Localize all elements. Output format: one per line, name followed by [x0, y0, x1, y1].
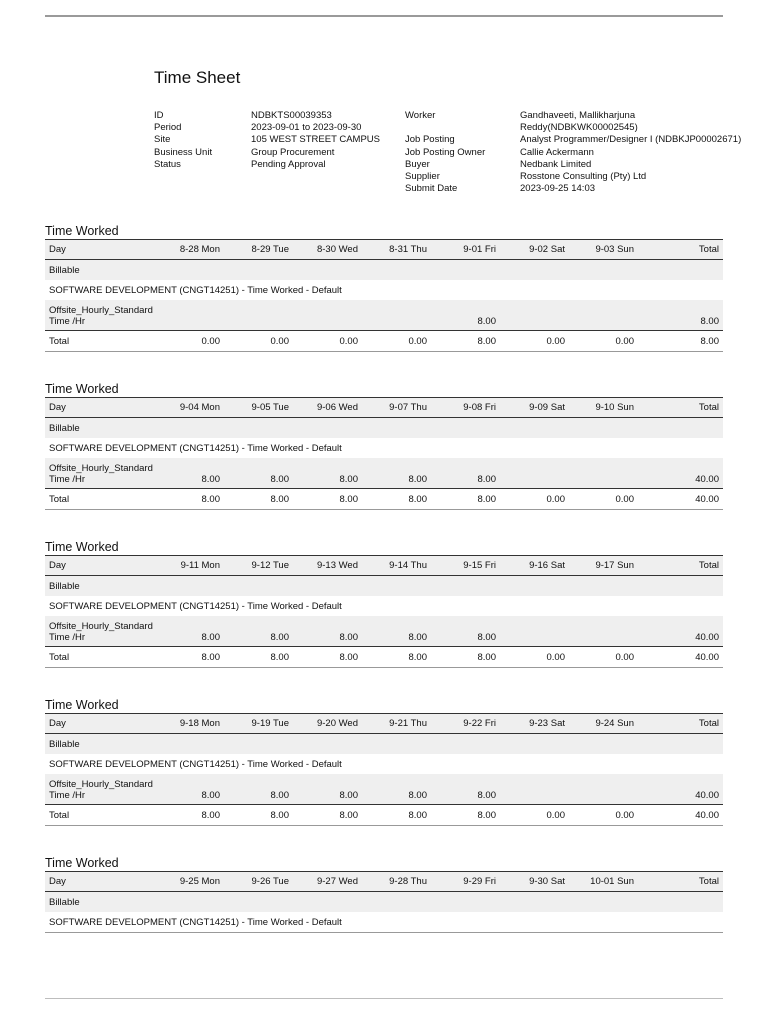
- day-header: Day: [45, 240, 155, 260]
- billable-row: [45, 734, 723, 755]
- hours-cell: [500, 774, 569, 805]
- rate-line-row: [45, 300, 723, 331]
- info-value-worker: Gandhaveeti, Mallikharjuna: [520, 110, 636, 121]
- total-cell: 0.00: [224, 331, 293, 352]
- total-cell: 8.00: [362, 489, 431, 510]
- day-column-header: 9-25 Mon: [155, 872, 224, 892]
- info-label-period: Period: [154, 122, 182, 134]
- billable-label: Billable: [45, 892, 723, 913]
- totals-row: [45, 331, 723, 352]
- info-label-worker: Worker: [405, 110, 436, 121]
- day-column-header: 9-29 Fri: [431, 872, 500, 892]
- total-cell: 0.00: [569, 805, 638, 826]
- day-column-header: 9-22 Fri: [431, 714, 500, 734]
- hours-cell: 8.00: [224, 458, 293, 489]
- info-value-site: 105 WEST STREET CAMPUS: [251, 134, 380, 146]
- hours-cell: [500, 458, 569, 489]
- day-column-header: 9-07 Thu: [362, 398, 431, 418]
- total-cell: 8.00: [224, 489, 293, 510]
- day-column-header: 9-10 Sun: [569, 398, 638, 418]
- totals-label: Total: [45, 805, 155, 826]
- day-column-header: 9-08 Fri: [431, 398, 500, 418]
- rate-name: Offsite_Hourly_Standard: [49, 621, 153, 632]
- day-column-header: 8-29 Tue: [224, 240, 293, 260]
- totals-row: [45, 805, 723, 826]
- billable-label: Billable: [45, 734, 723, 755]
- info-value-id: NDBKTS00039353: [251, 110, 332, 121]
- day-column-header: 9-16 Sat: [500, 556, 569, 576]
- info-value-job-posting: Analyst Programmer/Designer I (NDBKJP00002671): [520, 134, 742, 146]
- day-column-header: 9-19 Tue: [224, 714, 293, 734]
- day-column-header: 9-03 Sun: [569, 240, 638, 260]
- total-cell: 0.00: [569, 489, 638, 510]
- total-cell: 0.00: [500, 647, 569, 668]
- time-worked-section-week-3: [45, 540, 723, 668]
- info-label-job-posting: Job Posting: [405, 134, 455, 146]
- total-cell: 8.00: [293, 647, 362, 668]
- hours-cell: [500, 300, 569, 331]
- rate-name: Offsite_Hourly_Standard: [49, 305, 153, 316]
- total-cell: 8.00: [155, 805, 224, 826]
- day-column-header: 9-09 Sat: [500, 398, 569, 418]
- day-column-header: 9-20 Wed: [293, 714, 362, 734]
- info-label-submit-date: Submit Date: [405, 183, 458, 195]
- day-header: Day: [45, 714, 155, 734]
- info-value-worker-cont: Reddy(NDBKWK00002545): [520, 122, 638, 134]
- info-value-buyer: Nedbank Limited: [520, 158, 592, 170]
- day-column-header: 9-11 Mon: [155, 556, 224, 576]
- time-table: [45, 397, 723, 510]
- total-cell: 8.00: [431, 489, 500, 510]
- time-table: [45, 871, 723, 933]
- total-cell: 8.00: [362, 805, 431, 826]
- rate-unit: Time /Hr: [49, 790, 86, 801]
- day-column-header: 9-27 Wed: [293, 872, 362, 892]
- info-label-job-posting-owner: Job Posting Owner: [405, 146, 486, 158]
- total-cell: 8.00: [155, 647, 224, 668]
- grand-total-cell: 40.00: [638, 805, 723, 826]
- total-cell: 8.00: [224, 805, 293, 826]
- line-total-cell: 40.00: [638, 458, 723, 489]
- project-label: SOFTWARE DEVELOPMENT (CNGT14251) - Time Worked - Default: [45, 596, 723, 616]
- info-value-status: Pending Approval: [251, 158, 326, 170]
- day-column-header: 9-02 Sat: [500, 240, 569, 260]
- day-column-header: 9-13 Wed: [293, 556, 362, 576]
- day-header: Day: [45, 398, 155, 418]
- billable-row: [45, 892, 723, 913]
- project-row: [45, 280, 723, 300]
- day-column-header: 8-30 Wed: [293, 240, 362, 260]
- hours-cell: 8.00: [155, 458, 224, 489]
- info-label-business-unit: Business Unit: [154, 146, 213, 158]
- billable-row: [45, 418, 723, 439]
- time-table: [45, 239, 723, 352]
- project-label: SOFTWARE DEVELOPMENT (CNGT14251) - Time Worked - Default: [45, 280, 723, 300]
- time-worked-section-week-5: [45, 856, 723, 933]
- total-cell: 0.00: [500, 331, 569, 352]
- day-column-header: 9-14 Thu: [362, 556, 431, 576]
- info-value-business-unit: Group Procurement: [251, 146, 335, 158]
- grand-total-cell: 40.00: [638, 489, 723, 510]
- hours-cell: [569, 616, 638, 647]
- hours-cell: [293, 300, 362, 331]
- hours-cell: 8.00: [155, 774, 224, 805]
- hours-cell: [224, 300, 293, 331]
- rate-line-row: [45, 616, 723, 647]
- total-cell: 8.00: [431, 647, 500, 668]
- project-label: SOFTWARE DEVELOPMENT (CNGT14251) - Time Worked - Default: [45, 438, 723, 458]
- total-cell: 0.00: [569, 331, 638, 352]
- day-column-header: 9-04 Mon: [155, 398, 224, 418]
- info-label-buyer: Buyer: [405, 158, 430, 170]
- hours-cell: 8.00: [431, 458, 500, 489]
- rate-line-row: [45, 774, 723, 805]
- rate-name: Offsite_Hourly_Standard: [49, 779, 153, 790]
- hours-cell: 8.00: [293, 774, 362, 805]
- header-row: [45, 872, 723, 892]
- rate-line-label: [45, 300, 155, 331]
- project-row: [45, 438, 723, 458]
- project-label: SOFTWARE DEVELOPMENT (CNGT14251) - Time Worked - Default: [45, 912, 723, 933]
- info-left-labels: [154, 110, 212, 171]
- day-column-header: 9-18 Mon: [155, 714, 224, 734]
- info-label-id: ID: [154, 110, 164, 121]
- rate-line-label: [45, 458, 155, 489]
- rate-unit: Time /Hr: [49, 474, 86, 485]
- rate-line-row: [45, 458, 723, 489]
- day-column-header: 9-28 Thu: [362, 872, 431, 892]
- hours-cell: [362, 300, 431, 331]
- total-cell: 0.00: [293, 331, 362, 352]
- billable-row: [45, 576, 723, 597]
- totals-label: Total: [45, 331, 155, 352]
- rate-unit: Time /Hr: [49, 316, 86, 327]
- day-column-header: 8-31 Thu: [362, 240, 431, 260]
- day-column-header: 8-28 Mon: [155, 240, 224, 260]
- time-worked-section-week-4: [45, 698, 723, 826]
- section-title: Time Worked: [45, 540, 119, 554]
- info-label-blank: [405, 122, 485, 134]
- project-row: [45, 912, 723, 933]
- total-header: Total: [638, 872, 723, 892]
- day-column-header: 9-17 Sun: [569, 556, 638, 576]
- hours-cell: 8.00: [293, 458, 362, 489]
- bottom-rule: [45, 998, 723, 999]
- totals-label: Total: [45, 647, 155, 668]
- day-header: Day: [45, 556, 155, 576]
- total-cell: 8.00: [293, 805, 362, 826]
- total-cell: 8.00: [224, 647, 293, 668]
- section-title: Time Worked: [45, 382, 119, 396]
- info-right-values: [520, 110, 741, 195]
- total-header: Total: [638, 556, 723, 576]
- hours-cell: 8.00: [155, 616, 224, 647]
- hours-cell: 8.00: [431, 300, 500, 331]
- hours-cell: 8.00: [431, 616, 500, 647]
- grand-total-cell: 40.00: [638, 647, 723, 668]
- day-column-header: 9-15 Fri: [431, 556, 500, 576]
- info-right-labels: [405, 110, 485, 195]
- header-row: [45, 240, 723, 260]
- total-cell: 8.00: [362, 647, 431, 668]
- header-row: [45, 556, 723, 576]
- hours-cell: 8.00: [224, 774, 293, 805]
- billable-label: Billable: [45, 418, 723, 439]
- time-table: [45, 555, 723, 668]
- project-label: SOFTWARE DEVELOPMENT (CNGT14251) - Time Worked - Default: [45, 754, 723, 774]
- hours-cell: [569, 300, 638, 331]
- info-value-job-posting-owner: Callie Ackermann: [520, 146, 594, 158]
- project-row: [45, 596, 723, 616]
- day-column-header: 9-24 Sun: [569, 714, 638, 734]
- day-column-header: 9-01 Fri: [431, 240, 500, 260]
- section-title: Time Worked: [45, 224, 119, 238]
- time-worked-section-week-2: [45, 382, 723, 510]
- billable-label: Billable: [45, 260, 723, 281]
- total-cell: 8.00: [293, 489, 362, 510]
- day-column-header: 9-12 Tue: [224, 556, 293, 576]
- total-cell: 8.00: [431, 805, 500, 826]
- hours-cell: [500, 616, 569, 647]
- hours-cell: 8.00: [431, 774, 500, 805]
- info-value-submit-date: 2023-09-25 14:03: [520, 183, 596, 195]
- total-cell: 8.00: [155, 489, 224, 510]
- line-total-cell: 40.00: [638, 774, 723, 805]
- header-row: [45, 714, 723, 734]
- line-total-cell: 8.00: [638, 300, 723, 331]
- total-cell: 0.00: [362, 331, 431, 352]
- day-column-header: 10-01 Sun: [569, 872, 638, 892]
- grand-total-cell: 8.00: [638, 331, 723, 352]
- info-value-supplier: Rosstone Consulting (Pty) Ltd: [520, 171, 647, 183]
- day-column-header: 9-21 Thu: [362, 714, 431, 734]
- day-column-header: 9-30 Sat: [500, 872, 569, 892]
- totals-row: [45, 489, 723, 510]
- hours-cell: 8.00: [362, 774, 431, 805]
- page-title: Time Sheet: [154, 68, 241, 87]
- hours-cell: 8.00: [362, 458, 431, 489]
- hours-cell: [569, 774, 638, 805]
- day-column-header: 9-23 Sat: [500, 714, 569, 734]
- project-row: [45, 754, 723, 774]
- day-column-header: 9-05 Tue: [224, 398, 293, 418]
- top-rule: [45, 15, 723, 17]
- rate-line-label: [45, 774, 155, 805]
- billable-label: Billable: [45, 576, 723, 597]
- rate-line-label: [45, 616, 155, 647]
- total-cell: 8.00: [431, 331, 500, 352]
- total-cell: 0.00: [500, 489, 569, 510]
- section-title: Time Worked: [45, 698, 119, 712]
- rate-unit: Time /Hr: [49, 632, 86, 643]
- total-cell: 0.00: [155, 331, 224, 352]
- billable-row: [45, 260, 723, 281]
- line-total-cell: 40.00: [638, 616, 723, 647]
- section-title: Time Worked: [45, 856, 119, 870]
- info-left-values: [251, 110, 380, 171]
- hours-cell: 8.00: [293, 616, 362, 647]
- hours-cell: [569, 458, 638, 489]
- hours-cell: 8.00: [224, 616, 293, 647]
- info-label-supplier: Supplier: [405, 171, 440, 183]
- hours-cell: 8.00: [362, 616, 431, 647]
- info-label-site: Site: [154, 134, 171, 146]
- rate-name: Offsite_Hourly_Standard: [49, 463, 153, 474]
- info-label-status: Status: [154, 158, 181, 170]
- time-table: [45, 713, 723, 826]
- day-header: Day: [45, 872, 155, 892]
- total-cell: 0.00: [500, 805, 569, 826]
- totals-label: Total: [45, 489, 155, 510]
- header-row: [45, 398, 723, 418]
- total-header: Total: [638, 398, 723, 418]
- info-value-period: 2023-09-01 to 2023-09-30: [251, 122, 362, 134]
- total-cell: 0.00: [569, 647, 638, 668]
- time-worked-section-week-1: [45, 224, 723, 352]
- totals-row: [45, 647, 723, 668]
- day-column-header: 9-26 Tue: [224, 872, 293, 892]
- total-header: Total: [638, 714, 723, 734]
- day-column-header: 9-06 Wed: [293, 398, 362, 418]
- total-header: Total: [638, 240, 723, 260]
- hours-cell: [155, 300, 224, 331]
